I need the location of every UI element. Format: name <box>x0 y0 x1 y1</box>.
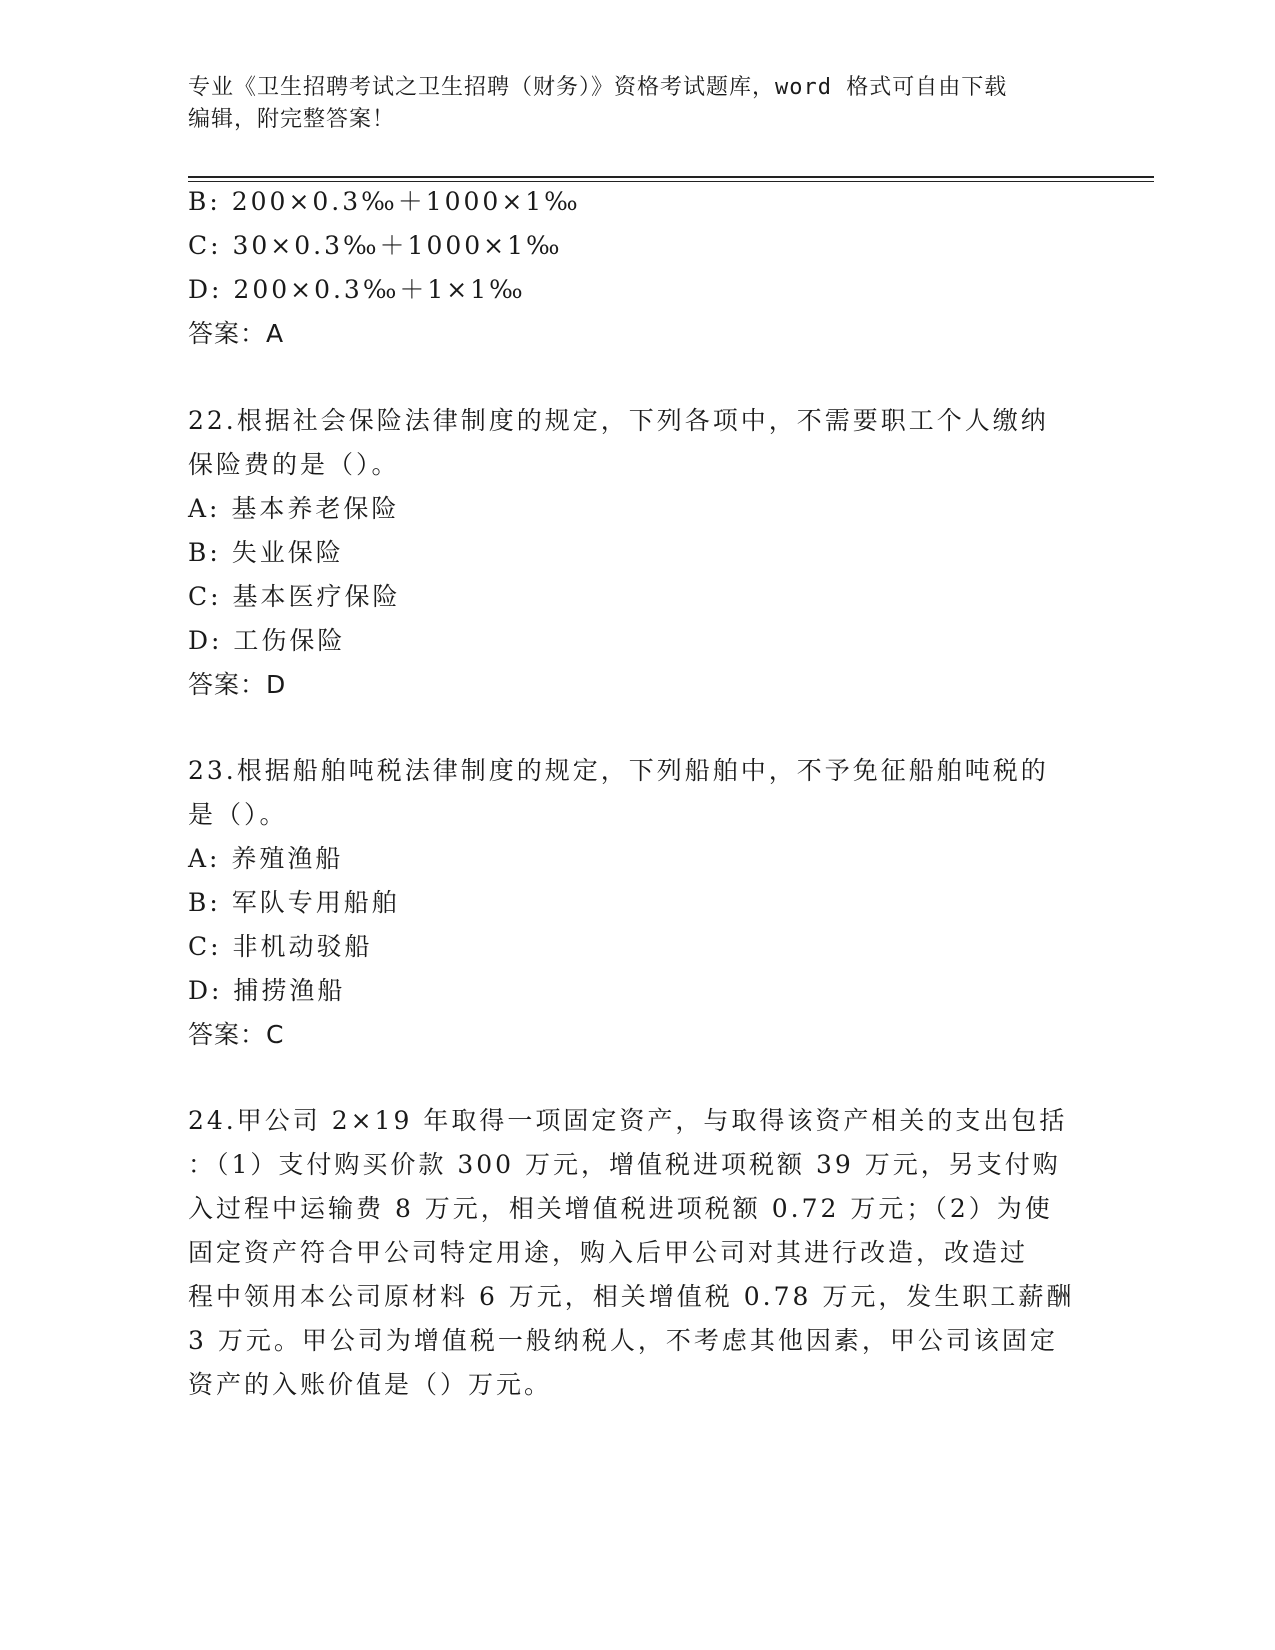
q23-stem-line-1: 23.根据船舶吨税法律制度的规定，下列船舶中，不予免征船舶吨税的 <box>188 756 1049 785</box>
q23-option-c: C: 非机动驳船 <box>188 932 373 961</box>
document-header <box>188 72 1088 136</box>
q22-option-b: B: 失业保险 <box>188 538 344 567</box>
q24-stem-line-2: ：（1）支付购买价款 300 万元，增值税进项税额 39 万元，另支付购 <box>188 1150 1061 1179</box>
q22-answer: 答案：D <box>188 670 287 699</box>
q22-option-a: A: 基本养老保险 <box>188 494 400 523</box>
q22-stem-line-1: 22.根据社会保险法律制度的规定，下列各项中，不需要职工个人缴纳 <box>188 406 1049 435</box>
q23-option-d: D: 捕捞渔船 <box>188 976 346 1005</box>
q24-stem-line-7: 资产的入账价值是（）万元。 <box>188 1370 553 1399</box>
q24-stem-line-5: 程中领用本公司原材料 6 万元，相关增值税 0.78 万元，发生职工薪酬 <box>188 1282 1075 1311</box>
header-divider-thin <box>188 181 1154 182</box>
q23-answer: 答案：C <box>188 1020 285 1049</box>
q24-stem-line-1: 24.甲公司 2×19 年取得一项固定资产，与取得该资产相关的支出包括 <box>188 1106 1068 1135</box>
q24-stem-line-6: 3 万元。甲公司为增值税一般纳税人，不考虑其他因素，甲公司该固定 <box>188 1326 1058 1355</box>
q24-stem-line-3: 入过程中运输费 8 万元，相关增值税进项税额 0.72 万元；（2）为使 <box>188 1194 1053 1223</box>
q21-option-c: C: 30×0.3‰＋1000×1‰ <box>188 231 563 260</box>
q22-option-d: D: 工伤保险 <box>188 626 346 655</box>
header-line-2: 编辑，附完整答案！ <box>188 107 396 132</box>
q23-option-a: A: 养殖渔船 <box>188 844 344 873</box>
q21-option-d: D: 200×0.3‰＋1×1‰ <box>188 275 526 304</box>
q23-option-b: B: 军队专用船舶 <box>188 888 400 917</box>
q22-stem-line-2: 保险费的是（）。 <box>188 450 400 479</box>
q21-answer: 答案：A <box>188 319 285 348</box>
q23-stem-line-2: 是（）。 <box>188 800 288 829</box>
header-divider-thick <box>188 176 1154 178</box>
q21-option-b: B: 200×0.3‰＋1000×1‰ <box>188 187 581 216</box>
q24-stem-line-4: 固定资产符合甲公司特定用途，购入后甲公司对其进行改造，改造过 <box>188 1238 1029 1267</box>
header-line-1: 专业《卫生招聘考试之卫生招聘（财务）》资格考试题库，word 格式可自由下载 <box>188 75 1008 100</box>
q22-option-c: C: 基本医疗保险 <box>188 582 401 611</box>
